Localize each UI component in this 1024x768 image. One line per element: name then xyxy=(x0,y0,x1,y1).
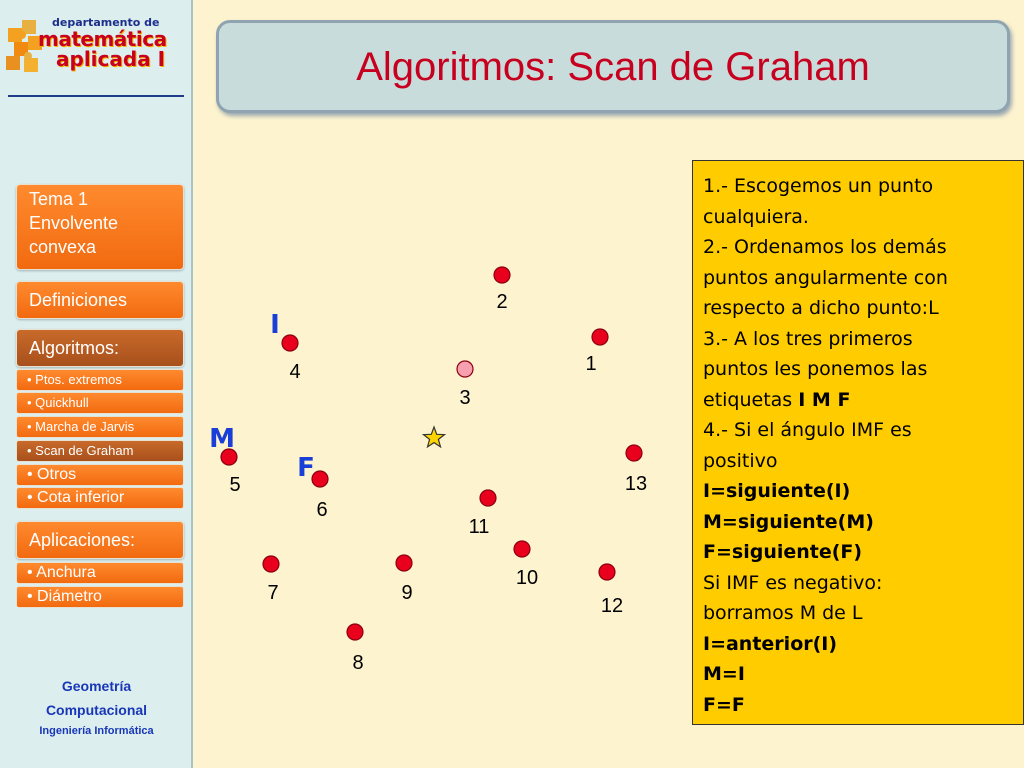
point-10 xyxy=(514,541,530,557)
algorithm-steps-box xyxy=(692,160,1024,725)
footer-line-3: Ingeniería Informática xyxy=(39,725,154,737)
footer-line-1: Geometría xyxy=(61,678,132,694)
point-label: 3 xyxy=(459,387,471,409)
step-line: cualquiera. xyxy=(703,205,809,228)
sidebar xyxy=(0,0,193,768)
point-3 xyxy=(457,361,473,377)
point-1 xyxy=(592,329,608,345)
step-line: I=anterior(I) xyxy=(703,632,838,655)
point-11 xyxy=(480,490,496,506)
footer xyxy=(0,674,193,740)
tag-i: I xyxy=(270,310,280,340)
step-line: F=siguiente(F) xyxy=(703,541,863,563)
step-line: Si IMF es negativo: xyxy=(703,571,883,594)
point-4 xyxy=(282,335,298,351)
step-line: F=F xyxy=(703,693,745,716)
nav-algoritmos[interactable]: Algoritmos: xyxy=(16,329,184,367)
point-label: 13 xyxy=(624,473,648,495)
point-label: 11 xyxy=(468,516,490,538)
department-logo xyxy=(4,14,190,84)
step-line: I=siguiente(I) xyxy=(703,480,851,502)
point-label: 5 xyxy=(229,474,241,496)
nav-diametro[interactable]: • Diámetro xyxy=(16,586,184,608)
nav-marcha-de-jarvis[interactable]: • Marcha de Jarvis xyxy=(16,416,184,438)
nav-anchura[interactable]: • Anchura xyxy=(16,562,184,584)
point-label: 6 xyxy=(316,499,328,521)
point-label: 10 xyxy=(515,567,539,589)
nav-aplicaciones[interactable]: Aplicaciones: xyxy=(16,521,184,559)
step-line: 4.- Si el ángulo IMF es xyxy=(703,419,912,441)
step-line: 2.- Ordenamos los demás xyxy=(703,236,947,258)
step-line: 3.- A los tres primeros xyxy=(703,327,913,350)
point-label: 12 xyxy=(600,595,624,617)
nav-otros[interactable]: • Otros xyxy=(16,464,184,486)
logo-text-top: departamento de xyxy=(52,16,160,29)
nav-cota-inferior[interactable]: • Cota inferior xyxy=(16,487,184,509)
step-line: puntos les ponemos las xyxy=(703,358,928,380)
point-7 xyxy=(263,556,279,572)
point-label: 1 xyxy=(585,353,597,375)
step-line: borramos M de L xyxy=(703,602,863,624)
footer-line-2: Computacional xyxy=(45,702,148,718)
title-box xyxy=(216,20,1010,113)
point-12 xyxy=(599,564,615,580)
tag-f: F xyxy=(297,453,315,483)
step-line: M=siguiente(M) xyxy=(703,510,874,533)
point-label: 7 xyxy=(267,582,279,604)
step-line: M=I xyxy=(703,663,745,685)
point-2 xyxy=(494,267,510,283)
step-line: respecto a dicho punto:L xyxy=(703,297,939,319)
point-9 xyxy=(396,555,412,571)
point-label: 8 xyxy=(352,652,364,674)
page-title: Algoritmos: Scan de Graham xyxy=(356,45,870,89)
logo-text-middle: matemática xyxy=(38,27,167,51)
nav-scan-de-graham[interactable]: • Scan de Graham xyxy=(16,440,184,462)
star-icon xyxy=(424,427,445,447)
step-line: positivo xyxy=(703,449,778,472)
nav-definiciones[interactable]: Definiciones xyxy=(16,281,184,319)
step-line: puntos angularmente con xyxy=(703,266,948,289)
point-8 xyxy=(347,624,363,640)
point-label: 9 xyxy=(401,582,413,604)
point-label: 4 xyxy=(289,361,301,383)
nav-tema-1[interactable]: Tema 1 Envolvente convexa xyxy=(16,184,184,270)
nav-quickhull[interactable]: • Quickhull xyxy=(16,392,184,414)
step-line: 1.- Escogemos un punto xyxy=(703,175,934,197)
tag-m: M xyxy=(209,424,235,454)
logo-divider xyxy=(8,95,184,97)
step-line: etiquetas I M F xyxy=(703,388,851,411)
point-13 xyxy=(626,445,642,461)
logo-text-bottom: aplicada I xyxy=(56,47,166,71)
point-label: 2 xyxy=(496,291,508,313)
nav-ptos-extremos[interactable]: • Ptos. extremos xyxy=(16,369,184,391)
